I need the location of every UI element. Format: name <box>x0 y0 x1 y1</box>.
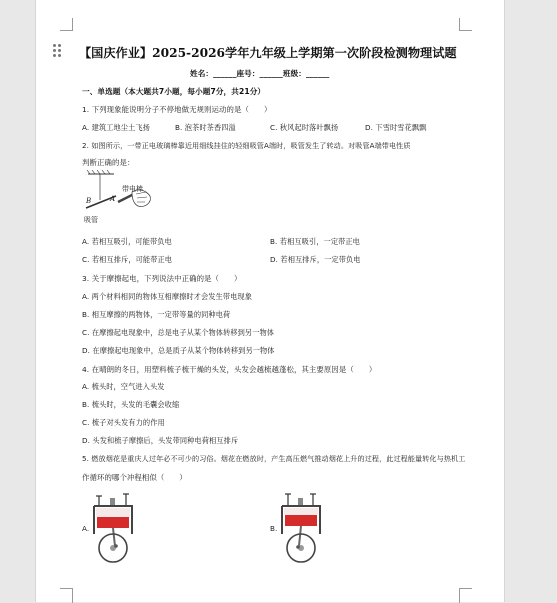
margin-mark-top-right <box>459 18 472 31</box>
section-heading: 一、单选题（本大题共7小题，每小题7分，共21分） <box>82 87 266 96</box>
page-title: 【国庆作业】2025-2026学年九年级上学期第一次阶段检测物理试题 <box>79 46 457 60</box>
question-1-option-d: D. 下雪时雪花飘飘 <box>365 123 427 132</box>
question-2-stem-line2: 判断正确的是： <box>82 158 135 167</box>
question-1-option-a: A. 建筑工地尘土飞扬 <box>82 123 150 132</box>
question-5-stem-line1: 5. 燃放烟花是重庆人过年必不可少的习俗。烟花在燃放时，产生高压燃气推动烟花上升的过程，此过程能量转化与热机工 <box>82 454 466 463</box>
question-5-stem-line2: 作循环的哪个冲程相似（ ） <box>82 473 187 482</box>
question-4-option-a: A. 梳头时，空气进入头发 <box>82 382 165 391</box>
student-info-line: 姓名：______座号：______班级：______ <box>190 69 330 78</box>
question-3-option-b: B. 相互摩擦的两物体，一定带等量的同种电荷 <box>82 310 231 319</box>
question-2-option-c: C. 若相互排斥，可能带正电 <box>82 255 173 264</box>
question-3-option-c: C. 在摩擦起电现象中，总是电子从某个物体转移到另一物体 <box>82 328 275 337</box>
question-2-option-d: D. 若相互排斥，一定带负电 <box>270 255 361 264</box>
margin-mark-top-left <box>60 18 73 31</box>
question-5-option-b: B. <box>270 524 278 533</box>
question-2-option-b: B. 若相互吸引，一定带正电 <box>270 237 360 246</box>
question-4-option-c: C. 梳子对头发有力的作用 <box>82 418 165 427</box>
margin-mark-bottom-left <box>60 588 73 603</box>
question-2-stem-line1: 2. 如图所示，一带正电玻璃棒靠近用细线挂住的轻细吸管A端时，吸管发生了转动。对吸管A端带电性质 <box>82 141 411 150</box>
figure-label-tube: 吸管 <box>84 216 98 224</box>
question-3-stem: 3. 关于摩擦起电，下列说法中正确的是（ ） <box>82 274 242 283</box>
question-3-option-a: A. 两个材料相同的物体互相摩擦时才会发生带电现象 <box>82 292 252 301</box>
question-4-option-b: B. 梳头时，头发的毛囊会收缩 <box>82 400 180 409</box>
question-5-option-a: A. <box>82 524 90 533</box>
question-3-option-d: D. 在摩擦起电现象中，总是质子从某个物体转移到另一物体 <box>82 346 275 355</box>
margin-mark-bottom-right <box>459 588 472 603</box>
question-2-option-a: A. 若相互吸引，可能带负电 <box>82 237 172 246</box>
question-4-option-d: D. 头发和梳子摩擦后，头发带同种电荷相互排斥 <box>82 436 239 445</box>
question-4-stem: 4. 在晴朗的冬日，用塑料梳子梳干燥的头发，头发会越梳越蓬松，其主要原因是（ ） <box>82 365 377 374</box>
figure-label-rod: 带电棒 <box>122 185 143 193</box>
question-1-option-b: B. 泡茶时茶香四溢 <box>175 123 236 132</box>
figure-label-a: A <box>110 195 116 203</box>
question-1-stem: 1. 下列现象能说明分子不停地做无规则运动的是（ ） <box>82 105 272 114</box>
engine-diagram-b <box>278 490 324 568</box>
figure-label-b: B <box>86 197 92 205</box>
question-1-option-c: C. 秋风起时落叶飘扬 <box>270 123 339 132</box>
engine-diagram-a <box>90 490 136 568</box>
drag-handle-icon[interactable] <box>53 44 63 58</box>
